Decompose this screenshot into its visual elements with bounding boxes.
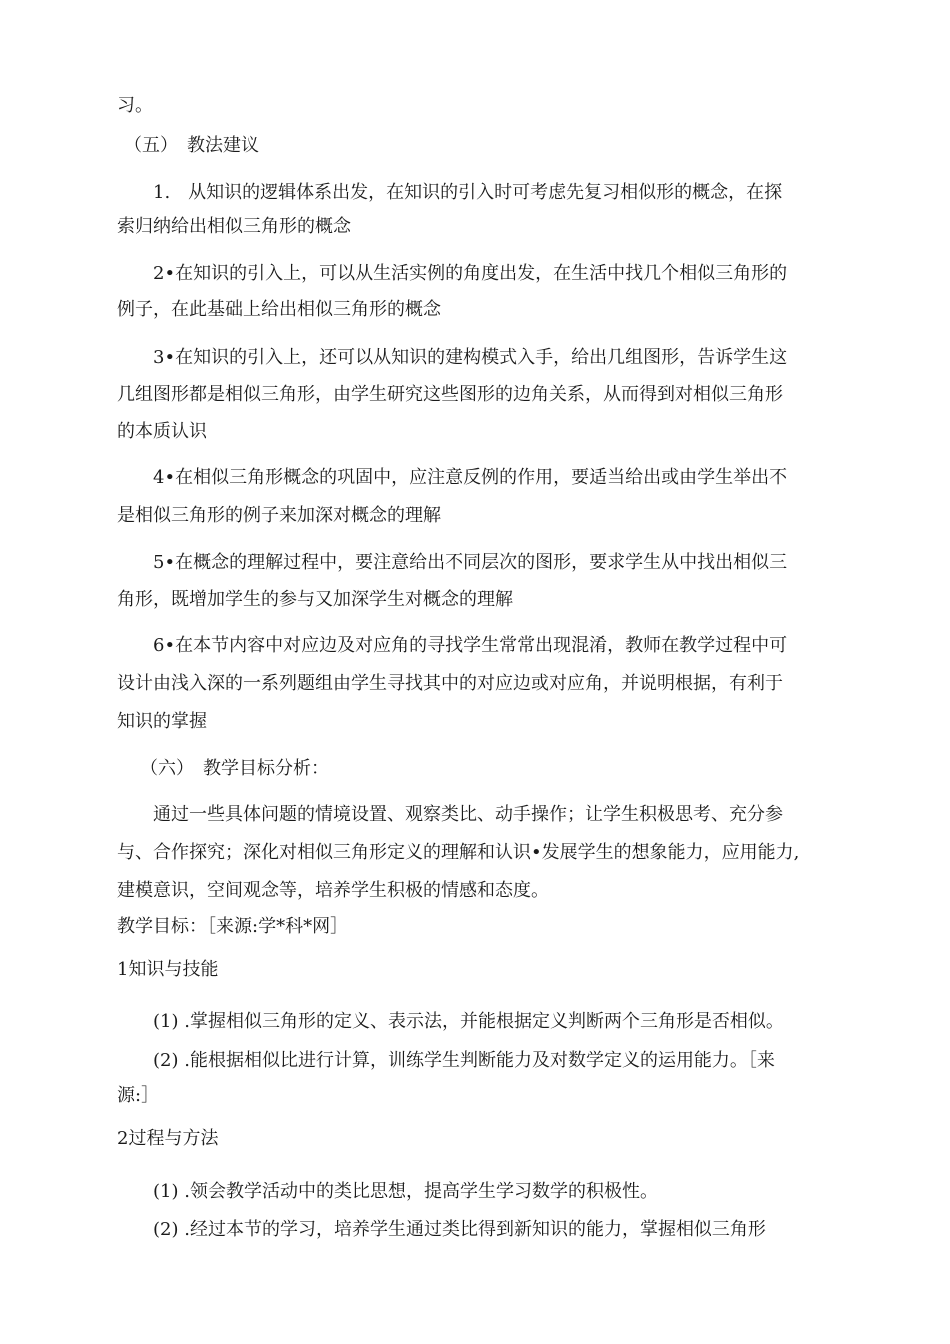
text-line: 建模意识，空间观念等，培养学生积极的情感和态度。 bbox=[117, 880, 549, 901]
text-line: 源:］ bbox=[117, 1085, 160, 1106]
subheading-knowledge: 1知识与技能 bbox=[117, 959, 219, 980]
text-line: 知识的掌握 bbox=[117, 711, 207, 732]
text-line: 例子，在此基础上给出相似三角形的概念 bbox=[117, 299, 441, 320]
text-line: 4•在相似三角形概念的巩固中，应注意反例的作用，要适当给出或由学生举出不 bbox=[153, 467, 788, 488]
text-line: (2) .能根据相似比进行计算，训练学生判断能力及对数学定义的运用能力。［来 bbox=[153, 1050, 775, 1071]
text-line: 角形，既增加学生的参与又加深学生对概念的理解 bbox=[117, 589, 513, 610]
text-line: 教学目标：［来源:学*科*网］ bbox=[117, 916, 349, 937]
text-line: 3•在知识的引入上，还可以从知识的建构模式入手，给出几组图形，告诉学生这 bbox=[153, 347, 788, 368]
text-line: (2) .经过本节的学习，培养学生通过类比得到新知识的能力，掌握相似三角形 bbox=[153, 1219, 766, 1240]
text-line: 几组图形都是相似三角形，由学生研究这些图形的边角关系，从而得到对相似三角形 bbox=[117, 384, 783, 405]
section-heading-five: （五） 教法建议 bbox=[124, 135, 259, 156]
text-line: 2•在知识的引入上，可以从生活实例的角度出发，在生活中找几个相似三角形的 bbox=[153, 263, 788, 284]
text-line: (1) .掌握相似三角形的定义、表示法，并能根据定义判断两个三角形是否相似。 bbox=[153, 1011, 784, 1032]
text-line: 设计由浅入深的一系列题组由学生寻找其中的对应边或对应角，并说明根据，有利于 bbox=[117, 673, 783, 694]
text-line: 的本质认识 bbox=[117, 421, 207, 442]
text-line: 是相似三角形的例子来加深对概念的理解 bbox=[117, 505, 441, 526]
text-line: 索归纳给出相似三角形的概念 bbox=[117, 216, 351, 237]
text-line: 与、合作探究；深化对相似三角形定义的理解和认识•发展学生的想象能力，应用能力, bbox=[117, 842, 800, 863]
subheading-process: 2过程与方法 bbox=[117, 1128, 219, 1149]
text-line: 5•在概念的理解过程中，要注意给出不同层次的图形，要求学生从中找出相似三 bbox=[153, 552, 788, 573]
text-line: 6•在本节内容中对应边及对应角的寻找学生常常出现混淆，教师在教学过程中可 bbox=[153, 635, 788, 656]
text-line: (1) .领会教学活动中的类比思想，提高学生学习数学的积极性。 bbox=[153, 1181, 658, 1202]
section-heading-six: （六） 教学目标分析： bbox=[140, 758, 329, 779]
text-line: 1. 从知识的逻辑体系出发，在知识的引入时可考虑先复习相似形的概念，在探 bbox=[153, 182, 783, 203]
text-line: 通过一些具体问题的情境设置、观察类比、动手操作；让学生积极思考、充分参 bbox=[153, 804, 783, 825]
text-line: 习。 bbox=[117, 95, 153, 116]
